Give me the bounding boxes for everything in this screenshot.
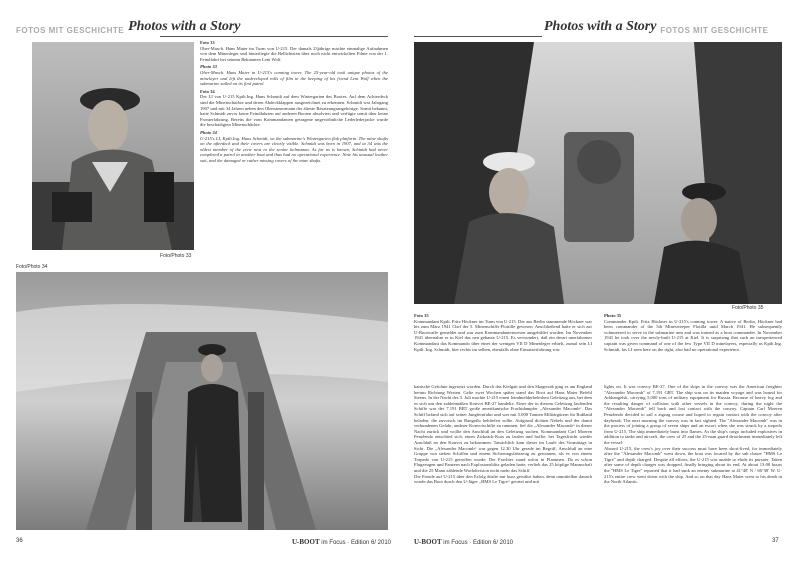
right-page-number: 37 [772,538,779,544]
left-header-small: FOTOS MIT GESCHICHTE [16,26,125,35]
left-header-rule [160,36,388,37]
caption-body: Ober-Masch. Hans Maier in U-215's conning tower. The 25-year-old took unique photos of the minelayer and left the undeveloped rolls of film in the keeping of his friend Lent Wolf when the submarine sailed on its first patrol. [200,69,388,87]
caption-title: Photo 33 [200,64,217,70]
left-header-title: Photos with a Story [128,19,241,34]
right-page [400,0,800,565]
photo-35-label: Foto/Photo 35 [732,305,764,311]
right-body-german: kanische Gefolute ingesetzt worden. Durch das Kielgatt und den Skagerrak ging es am England herum Richtung Westen. Gelte zwei Wochen später stand das Boot auf Hans Maier Befehl Steens. In der Nacht des 3. Juli machte U-215 einen feindmelderbeleshen Geleitzug aus, bei dem es sich um den zahlenmäßen Konvoi BE-27 handelte. Einer der in diesem Geleitzug laufenden Schiffe war der 7.191 BRT große amerikanische Frachtdampfer „Alexander Macomb“. Das Schiff befand sich auf seiner Jungfernfahrt und war mit 5.000 Tonnen Militärgütern für Rußland beladen, die zuvorsch im Rangidlo bebliefert sollte. Aufgrund dichten Nebels und der damit verbundenen Gefahr, anderer Konvoischiffe zu rammen, lief die „Alexander Macomb“ in dieser Nacht zurück und wollte den Anschluß an den Geleitzug suchen. Kommandant Carl Moeren Penzlendo entschied sich, einen Zickzack-Kurs zu laufen und hoffte, bei Tagesfrucht wieder Anschluß an den Konvoi zu bekommen. Tatsächlich kam dieser im Laufe des Vormittags in Sicht. Die „Alexander Macomb“ war gegen 12.30 Uhr gerade im Begriff, Anschluß an eine Gruppe von sieben Schiffen und einem Sicherungsfahrzeug zu gewinnen, als es von einem Torpedo von U-215 getroffen wurde. Der Frachter stand sofort in Flammen. Da es schon Flugzeugen und Panzern nach Explosionsblitz geladen hatte, verlieh das 25 köpfige Mannschaft und die 25 Mann zählende Wachdivision nicht mehr das Schiff. Die Freude auf U-215 über den Erfolg dürfte nur kurz gewährt haben, denn unmittelbar danach wurde das Boot durch den U-Jäger „HMS Le Tigre“ geortet und mit [414,384,592,485]
caption-title: Foto 34 [200,88,215,94]
caption-body: U-215's LI, Kptlt.Ing. Hans Schmidt, on the submarine's Wintergarten flak platform. The mine shafts on the afterdeck and their covers are clearly visible. Schmidt was born in 1907, and at 34 was the oldest member of the crew next to the senior helmsman. As far as is known, Schmidt had never completed a patrol in another boat and thus had no operational experience. Note his unusual leather suit, and the damaged or rather missing covers of the mine shafts. [200,135,388,163]
right-caption-english [604,313,782,363]
left-caption-block [200,40,388,258]
caption-title: Photo 35 [604,313,622,318]
caption-body: Kommandant Kptlt. Fritz Höckner im Turm von U-215. Der aus Berlin stammende Höckner war bis zum März 1941 Chef der 5. Minenschiffs-Flottille gewesen. Anschließend hatte er sich zur U-Bootwaffe gemeldet und war zum Kommandantenwesen ausgebildet worden. Im November 1941 übernahm er in Kiel das neu gebaute U-215. Es verwundert, daß ein derart unerfahrener Kommandant das Kommando über eines der wenigen VII D Minenleger erhielt, zumal sein LI Kptlt. Ing. Schmidt, hier rechts im selben, ebenfalls ohne Einsatzerfahrung war. [414,318,592,352]
right-header-small: FOTOS MIT GESCHICHTE [660,26,769,35]
caption-title: Foto 35 [414,313,429,318]
photo-33 [32,42,194,250]
photo-33-label: Foto/Photo 33 [160,253,192,259]
caption-title: Foto 33 [200,40,215,45]
right-body-english: lights on. It was convoy BE-27. One of the ships in the convoy was the American freighter "Alexander Macomb" of 7,191 GRT. The ship was on its maiden voyage and was bound for Arkhangelsk, carrying 5,000 tons of military equipment for Russia. Because of heavy fog and the resulting danger of collision with other vessels in the convoy, during the night the "Alexander Macomb" fell back and lost contact with the convoy. Captain Carl Moeren Penzlendo decided to sail a zigzag course and hoped to regain contact with the convoy after daybreak. The next morning the convoy was in fact sighted. The "Alexander Macomb" was in the process of joining a group of seven ships and an escort when she was struck by a torpedo from U-215. The ship immediately burst into flames. As the ship's cargo included explosives in addition to tanks and aircraft, the crew of 25 and the 25-man guard detachment immediately left the vessel. Aboard U-215, the crew's joy over their success must have been short-lived, for immediately after the "Alexander Macomb" went down, the boat was located by the sub chaser "HMS Le Tigre" and depth charged. Despite all efforts, the U-215 was unable to elude its pursuer. Taken after some of depth charges was dropped, finally bringing about its end. At about 13:00 hours the "HMS Le Tigre" reported that it had sunk an enemy submarine at 41°48' N / 66°38' W. U-215's entire crew went down with the ship. And so on that day Hans Maier went to his death in the North Atlantic. [604,384,782,485]
right-footer [414,538,513,546]
left-footer [292,538,391,546]
photo-34-label: Foto/Photo 34 [16,264,48,270]
right-header [544,15,769,35]
footer-brand: U-BOOT [292,538,320,546]
right-header-rule [414,36,542,37]
footer-brand: U-BOOT [414,538,442,546]
left-page-number: 36 [16,538,23,544]
photo-34 [16,272,388,530]
caption-body: Der LI von U-215 Kptlt.Ing. Hans Schmidt auf dem Wintergarten des Bootes. Auf dem Achterdeck sind die Minenschächte und deren Abdeckklappen ausgezeichnet zu erkennen. Schmidt war Jahrgang 1907 und mit 34 Jahren neben den Obersteuermann der älteste Besatzungsangehörige. Somit bekannt, hatte Schmidt zuvor keine Feindfahrten auf anderen Booten absolviert und verfügte somit über keine Fronterfahrung. Bereits die vom Kommandanten getragene ungewöhnliche Lederlederjacke wurde die beschädigten Minenschächte. [200,94,388,128]
left-header [16,15,241,35]
photo-35 [414,42,782,304]
footer-edition: im Focus · Edition 6/ 2010 [443,540,513,546]
right-caption-german [414,313,592,363]
caption-body: Ober-Masch. Hans Maier im Turm von U-215. Der damals 23jährige machte einmalige Aufnahmen von dem Minenleger und hinterliegte die Bellichtsten über noch nicht entwickelten Filme von der 1. Feindfahrt bei seinem Bekannten Lent Wolf. [200,45,388,62]
caption-title: Photo 34 [200,129,217,135]
right-header-title: Photos with a Story [544,19,657,34]
footer-edition: im Focus · Edition 6/ 2010 [321,540,391,546]
caption-body: Commander Kptlt. Fritz Höckner in U-215's conning tower. A native of Berlin, Höckner had been commander of the 5th Minesweeper Flotilla until March 1941. He subsequently volunteered to serve in the submarine arm and was trained as a boat commander. In November 1941 he took over the newly-built U-215 at Kiel. It is surprising that such an inexperienced captain was given command of one of the few Type VII D minelayers, especially as Kptlt.Ing. Schmidt, his LI seen here on the right, also had no operational experience. [604,318,782,352]
